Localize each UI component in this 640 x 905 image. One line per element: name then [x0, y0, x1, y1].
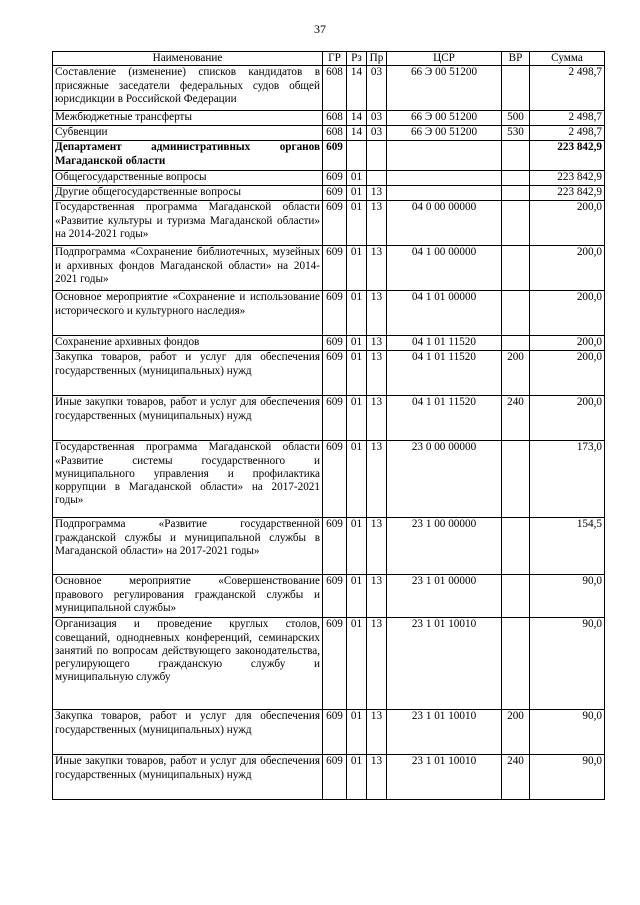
cell-sum: 200,0 [530, 351, 605, 396]
cell-name: Межбюджетные трансферты [53, 111, 323, 126]
table-row [53, 575, 605, 618]
cell-csr [387, 171, 502, 186]
table-row [53, 441, 605, 518]
table-row [53, 396, 605, 441]
cell-name: Основное мероприятие «Сохранение и использование исторического и культурного наследия» [53, 291, 323, 336]
cell-vr [502, 246, 530, 291]
cell-csr: 04 0 00 00000 [387, 201, 502, 246]
cell-vr [502, 186, 530, 201]
cell-pr: 13 [367, 441, 387, 518]
cell-rz: 01 [347, 291, 367, 336]
budget-table [52, 51, 605, 800]
cell-sum: 200,0 [530, 201, 605, 246]
header-vr: ВР [502, 52, 530, 66]
header-rz: Рз [347, 52, 367, 66]
cell-vr [502, 141, 530, 171]
cell-gr: 609 [323, 396, 347, 441]
cell-name: Подпрограмма «Сохранение библиотечных, музейных и архивных фондов Магаданской области» на 2014-2021 годы» [53, 246, 323, 291]
cell-pr: 13 [367, 755, 387, 800]
table-row [53, 710, 605, 755]
cell-gr: 609 [323, 710, 347, 755]
cell-vr [502, 171, 530, 186]
table-row [53, 755, 605, 800]
table-row [53, 246, 605, 291]
cell-rz: 01 [347, 755, 367, 800]
cell-csr: 23 1 01 10010 [387, 755, 502, 800]
cell-vr: 240 [502, 396, 530, 441]
cell-csr: 23 0 00 00000 [387, 441, 502, 518]
cell-rz: 01 [347, 441, 367, 518]
cell-sum: 90,0 [530, 755, 605, 800]
cell-name: Основное мероприятие «Совершенствование правового регулирования гражданской службы и муниципальной службы» [53, 575, 323, 618]
table-row [53, 518, 605, 575]
cell-sum: 2 498,7 [530, 66, 605, 111]
cell-csr [387, 141, 502, 171]
cell-sum: 2 498,7 [530, 126, 605, 141]
cell-rz: 01 [347, 396, 367, 441]
cell-vr [502, 518, 530, 575]
cell-pr [367, 141, 387, 171]
cell-csr: 23 1 00 00000 [387, 518, 502, 575]
cell-vr [502, 201, 530, 246]
cell-name: Субвенции [53, 126, 323, 141]
cell-pr: 13 [367, 336, 387, 351]
cell-rz: 01 [347, 351, 367, 396]
cell-sum: 223 842,9 [530, 186, 605, 201]
cell-name: Закупка товаров, работ и услуг для обеспечения государственных (муниципальных) нужд [53, 351, 323, 396]
cell-rz: 14 [347, 66, 367, 111]
cell-rz: 14 [347, 111, 367, 126]
cell-rz: 01 [347, 575, 367, 618]
cell-vr: 200 [502, 351, 530, 396]
cell-pr: 03 [367, 66, 387, 111]
cell-vr [502, 618, 530, 710]
cell-sum: 200,0 [530, 246, 605, 291]
cell-sum: 223 842,9 [530, 171, 605, 186]
table-row [53, 291, 605, 336]
cell-pr: 13 [367, 575, 387, 618]
cell-sum: 173,0 [530, 441, 605, 518]
cell-gr: 608 [323, 66, 347, 111]
cell-name: Организация и проведение круглых столов, совещаний, однодневных конференций, семинарских занятий по вопросам действующего законодательства, регулирующего гражданскую службу и муниципальную службу [53, 618, 323, 710]
cell-pr: 13 [367, 246, 387, 291]
cell-vr [502, 441, 530, 518]
cell-sum: 154,5 [530, 518, 605, 575]
table-row [53, 126, 605, 141]
cell-vr [502, 336, 530, 351]
cell-gr: 608 [323, 126, 347, 141]
cell-gr: 609 [323, 336, 347, 351]
cell-vr [502, 291, 530, 336]
cell-gr: 609 [323, 246, 347, 291]
cell-gr: 609 [323, 575, 347, 618]
cell-vr: 240 [502, 755, 530, 800]
cell-name: Закупка товаров, работ и услуг для обеспечения государственных (муниципальных) нужд [53, 710, 323, 755]
cell-name: Департамент административных органов Магаданской области [53, 141, 323, 171]
cell-rz: 01 [347, 171, 367, 186]
table-row [53, 618, 605, 710]
cell-pr: 03 [367, 111, 387, 126]
cell-pr: 13 [367, 618, 387, 710]
cell-pr: 13 [367, 351, 387, 396]
cell-name: Общегосударственные вопросы [53, 171, 323, 186]
cell-csr: 23 1 01 00000 [387, 575, 502, 618]
table-row [53, 351, 605, 396]
cell-pr: 03 [367, 126, 387, 141]
table-body [53, 66, 605, 800]
cell-name: Государственная программа Магаданской области «Развитие культуры и туризма Магаданской области» на 2014-2021 годы» [53, 201, 323, 246]
cell-sum: 200,0 [530, 336, 605, 351]
cell-rz: 01 [347, 201, 367, 246]
header-sum: Сумма [530, 52, 605, 66]
cell-sum: 200,0 [530, 291, 605, 336]
cell-vr: 500 [502, 111, 530, 126]
cell-gr: 609 [323, 171, 347, 186]
cell-rz: 01 [347, 336, 367, 351]
table-row [53, 66, 605, 111]
cell-rz: 14 [347, 126, 367, 141]
cell-sum: 200,0 [530, 396, 605, 441]
cell-sum: 90,0 [530, 710, 605, 755]
cell-rz: 01 [347, 518, 367, 575]
cell-rz: 01 [347, 186, 367, 201]
header-pr: Пр [367, 52, 387, 66]
cell-name: Составление (изменение) списков кандидатов в присяжные заседатели федеральных судов общей юрисдикции в Российской Федерации [53, 66, 323, 111]
cell-sum: 90,0 [530, 575, 605, 618]
cell-gr: 608 [323, 111, 347, 126]
table-row [53, 111, 605, 126]
header-gr: ГР [323, 52, 347, 66]
table-header-row [53, 52, 605, 66]
cell-name: Государственная программа Магаданской области «Развитие системы государственного и муниципального управления и профилактика коррупции в Магаданской области» на 2017-2021 годы» [53, 441, 323, 518]
cell-name: Сохранение архивных фондов [53, 336, 323, 351]
cell-csr: 23 1 01 10010 [387, 710, 502, 755]
header-name: Наименование [53, 52, 323, 66]
cell-pr: 13 [367, 291, 387, 336]
cell-pr [367, 171, 387, 186]
cell-csr: 66 Э 00 51200 [387, 111, 502, 126]
cell-vr: 530 [502, 126, 530, 141]
cell-pr: 13 [367, 201, 387, 246]
cell-gr: 609 [323, 291, 347, 336]
cell-name: Иные закупки товаров, работ и услуг для обеспечения государственных (муниципальных) нужд [53, 396, 323, 441]
cell-pr: 13 [367, 396, 387, 441]
cell-gr: 609 [323, 141, 347, 171]
cell-gr: 609 [323, 618, 347, 710]
cell-csr: 23 1 01 10010 [387, 618, 502, 710]
cell-sum: 223 842,9 [530, 141, 605, 171]
page-number: 37 [314, 22, 326, 36]
table-row [53, 336, 605, 351]
cell-gr: 609 [323, 201, 347, 246]
cell-name: Иные закупки товаров, работ и услуг для обеспечения государственных (муниципальных) нужд [53, 755, 323, 800]
cell-vr [502, 575, 530, 618]
table-row [53, 141, 605, 171]
cell-gr: 609 [323, 351, 347, 396]
cell-gr: 609 [323, 441, 347, 518]
table-row [53, 201, 605, 246]
cell-pr: 13 [367, 710, 387, 755]
cell-sum: 90,0 [530, 618, 605, 710]
cell-csr: 04 1 01 11520 [387, 396, 502, 441]
table-row [53, 186, 605, 201]
cell-csr: 04 1 01 11520 [387, 351, 502, 396]
cell-name: Подпрограмма «Развитие государственной гражданской службы и муниципальной службы в Магаданской области» на 2017-2021 годы» [53, 518, 323, 575]
cell-rz: 01 [347, 246, 367, 291]
cell-csr: 04 1 01 11520 [387, 336, 502, 351]
cell-csr [387, 186, 502, 201]
cell-gr: 609 [323, 186, 347, 201]
cell-vr: 200 [502, 710, 530, 755]
cell-csr: 66 Э 00 51200 [387, 66, 502, 111]
cell-name: Другие общегосударственные вопросы [53, 186, 323, 201]
cell-csr: 66 Э 00 51200 [387, 126, 502, 141]
cell-csr: 04 1 00 00000 [387, 246, 502, 291]
cell-sum: 2 498,7 [530, 111, 605, 126]
header-csr: ЦСР [387, 52, 502, 66]
cell-csr: 04 1 01 00000 [387, 291, 502, 336]
cell-gr: 609 [323, 518, 347, 575]
cell-pr: 13 [367, 186, 387, 201]
cell-vr [502, 66, 530, 111]
cell-gr: 609 [323, 755, 347, 800]
cell-rz: 01 [347, 618, 367, 710]
cell-rz [347, 141, 367, 171]
table-row [53, 171, 605, 186]
cell-rz: 01 [347, 710, 367, 755]
cell-pr: 13 [367, 518, 387, 575]
